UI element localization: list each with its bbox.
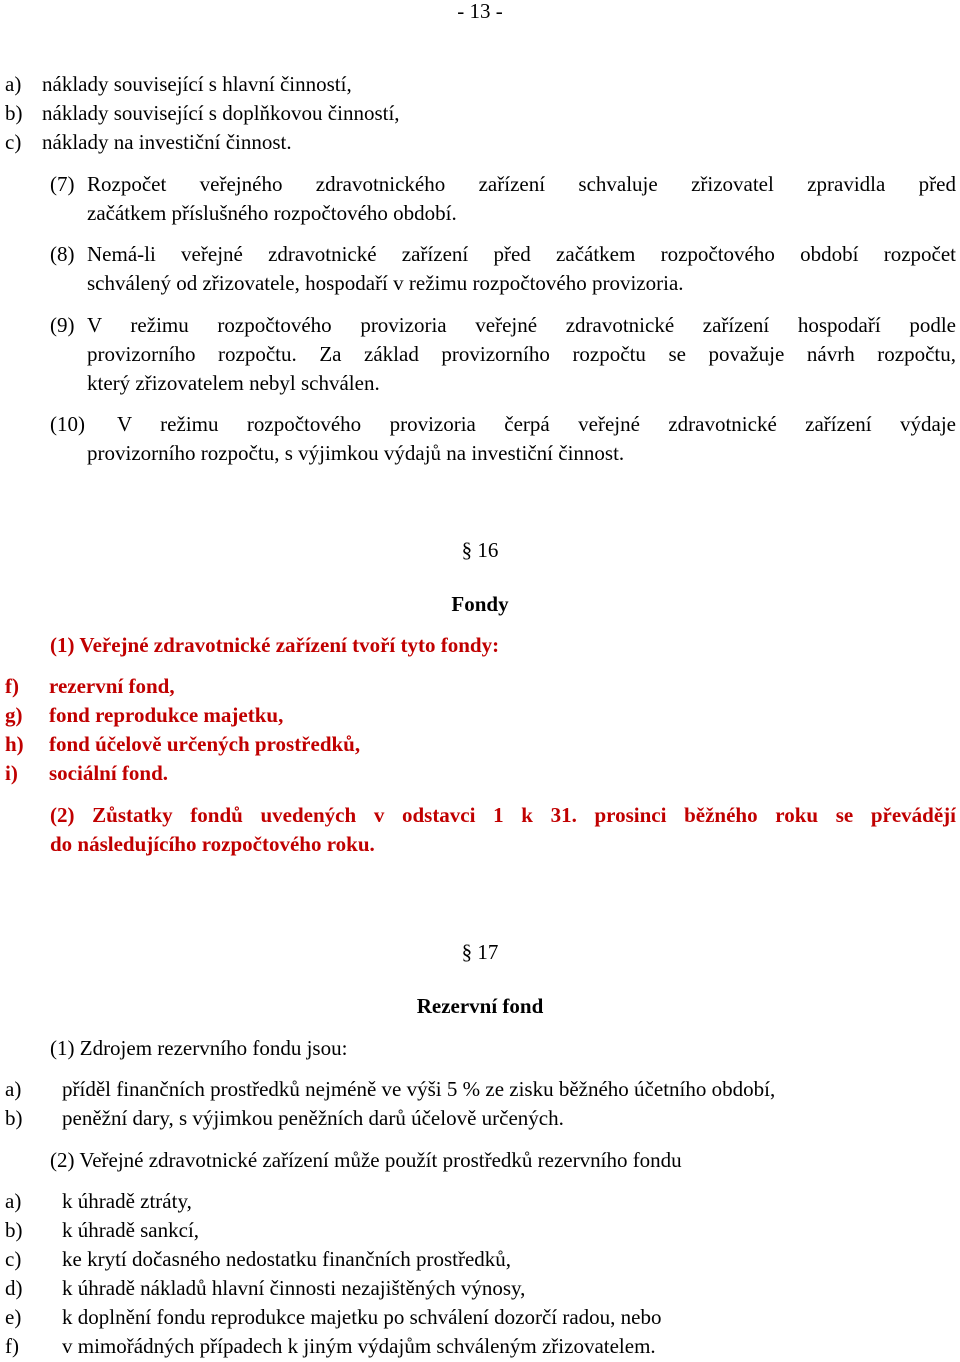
paragraph-number: (8) (50, 242, 75, 266)
section-heading: Fondy (451, 592, 509, 616)
section-number: § 16 (461, 538, 499, 562)
list-item-label: e) (5, 1305, 22, 1329)
paragraph-line: Nemá-li veřejné zdravotnické zařízení před začátkem rozpočtového období rozpočet (87, 242, 956, 266)
paragraph-line: provizorního rozpočtu, s výjimkou výdajů na investiční činnost. (87, 441, 625, 465)
list-item-label: b) (5, 1218, 23, 1242)
list-item-label: b) (5, 101, 23, 125)
list-item-text: náklady související s hlavní činností, (42, 72, 352, 96)
list-item-label: f) (5, 1334, 19, 1358)
paragraph-2-line: (2) Zůstatky fondů uvedených v odstavci 1 k 31. prosinci běžného roku se převádějí (50, 803, 956, 827)
list-item-text: náklady související s doplňkovou činností, (42, 101, 400, 125)
list-item-text: v mimořádných případech k jiným výdajům schváleným zřizovatelem. (62, 1334, 656, 1358)
list-item-label: a) (5, 72, 22, 96)
list-item-text: rezervní fond, (49, 674, 175, 698)
list-item-label: c) (5, 1247, 22, 1271)
list-item-text: příděl finančních prostředků nejméně ve výši 5 % ze zisku běžného účetního období, (62, 1077, 776, 1101)
list-item-text: fond účelově určených prostředků, (49, 732, 361, 756)
list-item-text: k úhradě nákladů hlavní činnosti nezajištěných výnosy, (62, 1276, 526, 1300)
list-item-label: d) (5, 1276, 23, 1300)
paragraph-line: V režimu rozpočtového provizoria veřejné zdravotnické zařízení hospodaří podle (87, 313, 956, 337)
paragraph-line: začátkem příslušného rozpočtového období. (87, 201, 457, 225)
list-item-label: a) (5, 1077, 22, 1101)
list-item-label: b) (5, 1106, 23, 1130)
list-item-text: sociální fond. (49, 761, 169, 785)
paragraph-2-line: do následujícího rozpočtového roku. (50, 832, 375, 856)
paragraph-2: (2) Veřejné zdravotnické zařízení může použít prostředků rezervního fondu (50, 1148, 682, 1172)
list-item-label: c) (5, 130, 22, 154)
list-item-text: ke krytí dočasného nedostatku finančních prostředků, (62, 1247, 512, 1271)
list-item-text: fond reprodukce majetku, (49, 703, 284, 727)
paragraph-number: (9) (50, 313, 75, 337)
paragraph-1: (1) Zdrojem rezervního fondu jsou: (50, 1036, 348, 1060)
list-item-label: a) (5, 1189, 22, 1213)
list-item-label: h) (5, 732, 24, 756)
list-item-text: náklady na investiční činnost. (42, 130, 292, 154)
page-number: - 13 - (457, 0, 503, 23)
paragraph-line: provizorního rozpočtu. Za základ provizorního rozpočtu se považuje návrh rozpočtu, (87, 342, 956, 366)
paragraph-1: (1) Veřejné zdravotnické zařízení tvoří tyto fondy: (50, 633, 500, 657)
section-heading: Rezervní fond (416, 994, 544, 1018)
section-number: § 17 (461, 940, 499, 964)
list-item-text: k doplnění fondu reprodukce majetku po schválení dozorčí radou, nebo (62, 1305, 662, 1329)
list-item-label: g) (5, 703, 23, 727)
paragraph-line: který zřizovatelem nebyl schválen. (87, 371, 380, 395)
list-item-label: i) (5, 761, 18, 785)
paragraph-line: V režimu rozpočtového provizoria čerpá veřejné zdravotnické zařízení výdaje (117, 412, 956, 436)
paragraph-line: Rozpočet veřejného zdravotnického zařízení schvaluje zřizovatel zpravidla před (87, 172, 956, 196)
list-item-text: k úhradě ztráty, (62, 1189, 192, 1213)
paragraph-number: (10) (50, 412, 85, 436)
paragraph-number: (7) (50, 172, 75, 196)
paragraph-line: schválený od zřizovatele, hospodaří v režimu rozpočtového provizoria. (87, 271, 684, 295)
list-item-text: peněžní dary, s výjimkou peněžních darů účelově určených. (62, 1106, 564, 1130)
list-item-label: f) (5, 674, 19, 698)
list-item-text: k úhradě sankcí, (62, 1218, 200, 1242)
